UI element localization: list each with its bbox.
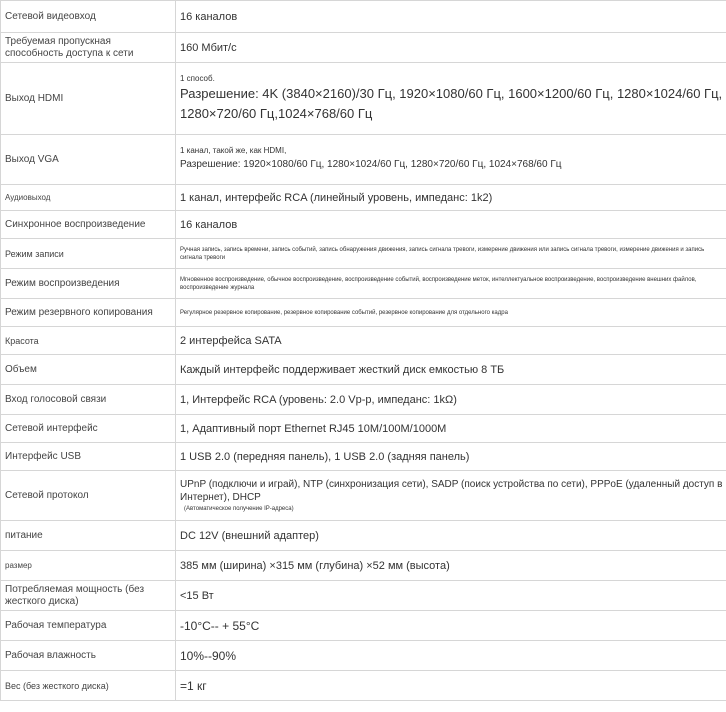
table-row	[1, 671, 726, 701]
table-row	[1, 611, 726, 641]
table-row	[1, 355, 726, 385]
row-label: Режим воспроизведения	[1, 269, 176, 299]
table-row	[1, 185, 726, 211]
row-value: 1 канал, интерфейс RCA (линейный уровень, импеданс: 1k2)	[176, 185, 726, 211]
table-row	[1, 385, 726, 415]
row-value: 160 Мбит/с	[176, 33, 726, 63]
row-value: 2 интерфейса SATA	[176, 327, 726, 355]
row-label: Режим резервного копирования	[1, 299, 176, 327]
value-line: 1 способ.	[180, 73, 215, 83]
table-row	[1, 471, 726, 521]
row-value: =1 кг	[176, 671, 726, 701]
value-line: Разрешение: 1920×1080/60 Гц, 1280×1024/60 Гц, 1280×720/60 Гц, 1024×768/60 Гц	[180, 158, 562, 170]
row-value: Ручная запись, запись времени, запись событий, запись обнаружения движения, запись сигнала тревоги, измерение движения или запись сигнала тревоги, измерение движения и запись сигнала тревоги	[176, 239, 726, 269]
row-value: 10%--90%	[176, 641, 726, 671]
row-value	[176, 135, 726, 185]
table-row	[1, 33, 726, 63]
table-row	[1, 327, 726, 355]
table-row	[1, 641, 726, 671]
row-label: Синхронное воспроизведение	[1, 211, 176, 239]
row-label: Требуемая пропускная способность доступа к сети	[1, 33, 176, 63]
row-label: Рабочая влажность	[1, 641, 176, 671]
value-line: UPnP (подключи и играй), NTP (синхронизация сети), SADP (поиск устройства по сети), PPPoE (удаленный доступ в Интернет), DHCP	[180, 478, 723, 503]
row-label: Сетевой протокол	[1, 471, 176, 521]
table-row	[1, 269, 726, 299]
row-value: <15 Вт	[176, 581, 726, 611]
row-value: DC 12V (внешний адаптер)	[176, 521, 726, 551]
row-value: Каждый интерфейс поддерживает жесткий диск емкостью 8 ТБ	[176, 355, 726, 385]
row-label: Выход HDMI	[1, 63, 176, 135]
table-row	[1, 1, 726, 33]
row-label: Вес (без жесткого диска)	[1, 671, 176, 701]
table-row	[1, 415, 726, 443]
table-row	[1, 239, 726, 269]
table-row	[1, 551, 726, 581]
row-value: 1, Адаптивный порт Ethernet RJ45 10M/100M/1000M	[176, 415, 726, 443]
row-value: Мгновенное воспроизведение, обычное воспроизведение, воспроизведение событий, воспроизведение меток, интеллектуальное воспроизведение, воспроизведение внешних файлов, воспроизведение журнала	[176, 269, 726, 299]
row-label: размер	[1, 551, 176, 581]
row-value: 1, Интерфейс RCA (уровень: 2.0 Vp-p, импеданс: 1kΩ)	[176, 385, 726, 415]
table-row	[1, 299, 726, 327]
row-label: Вход голосовой связи	[1, 385, 176, 415]
row-label: Рабочая температура	[1, 611, 176, 641]
table-row	[1, 211, 726, 239]
row-value: -10°C-- + 55°C	[176, 611, 726, 641]
table-row	[1, 443, 726, 471]
row-value: 1 USB 2.0 (передняя панель), 1 USB 2.0 (задняя панель)	[176, 443, 726, 471]
row-value	[176, 471, 726, 521]
row-label: Сетевой интерфейс	[1, 415, 176, 443]
value-line: Разрешение: 4K (3840×2160)/30 Гц, 1920×1080/60 Гц, 1600×1200/60 Гц, 1280×1024/60 Гц, 1280×720/60 Гц,1024×768/60 Гц	[180, 85, 723, 121]
value-subline: (Автоматическое получение IP-адреса)	[184, 505, 294, 512]
table-row	[1, 135, 726, 185]
row-label: Сетевой видеовход	[1, 1, 176, 33]
row-value: 385 мм (ширина) ×315 мм (глубина) ×52 мм (высота)	[176, 551, 726, 581]
row-label: Потребляемая мощность (без жесткого диска)	[1, 581, 176, 611]
row-label: Аудиовыход	[1, 185, 176, 211]
row-label: Красота	[1, 327, 176, 355]
table-row	[1, 521, 726, 551]
row-value: 16 каналов	[176, 1, 726, 33]
row-label: Выход VGA	[1, 135, 176, 185]
value-line: 1 канал, такой же, как HDMI,	[180, 145, 287, 155]
row-label: питание	[1, 521, 176, 551]
row-value: Регулярное резервное копирование, резервное копирование событий, резервное копирование для отдельного кадра	[176, 299, 726, 327]
row-label: Режим записи	[1, 239, 176, 269]
row-value	[176, 63, 726, 135]
table-row	[1, 581, 726, 611]
row-label: Интерфейс USB	[1, 443, 176, 471]
row-label: Объем	[1, 355, 176, 385]
row-value: 16 каналов	[176, 211, 726, 239]
table-row	[1, 63, 726, 135]
